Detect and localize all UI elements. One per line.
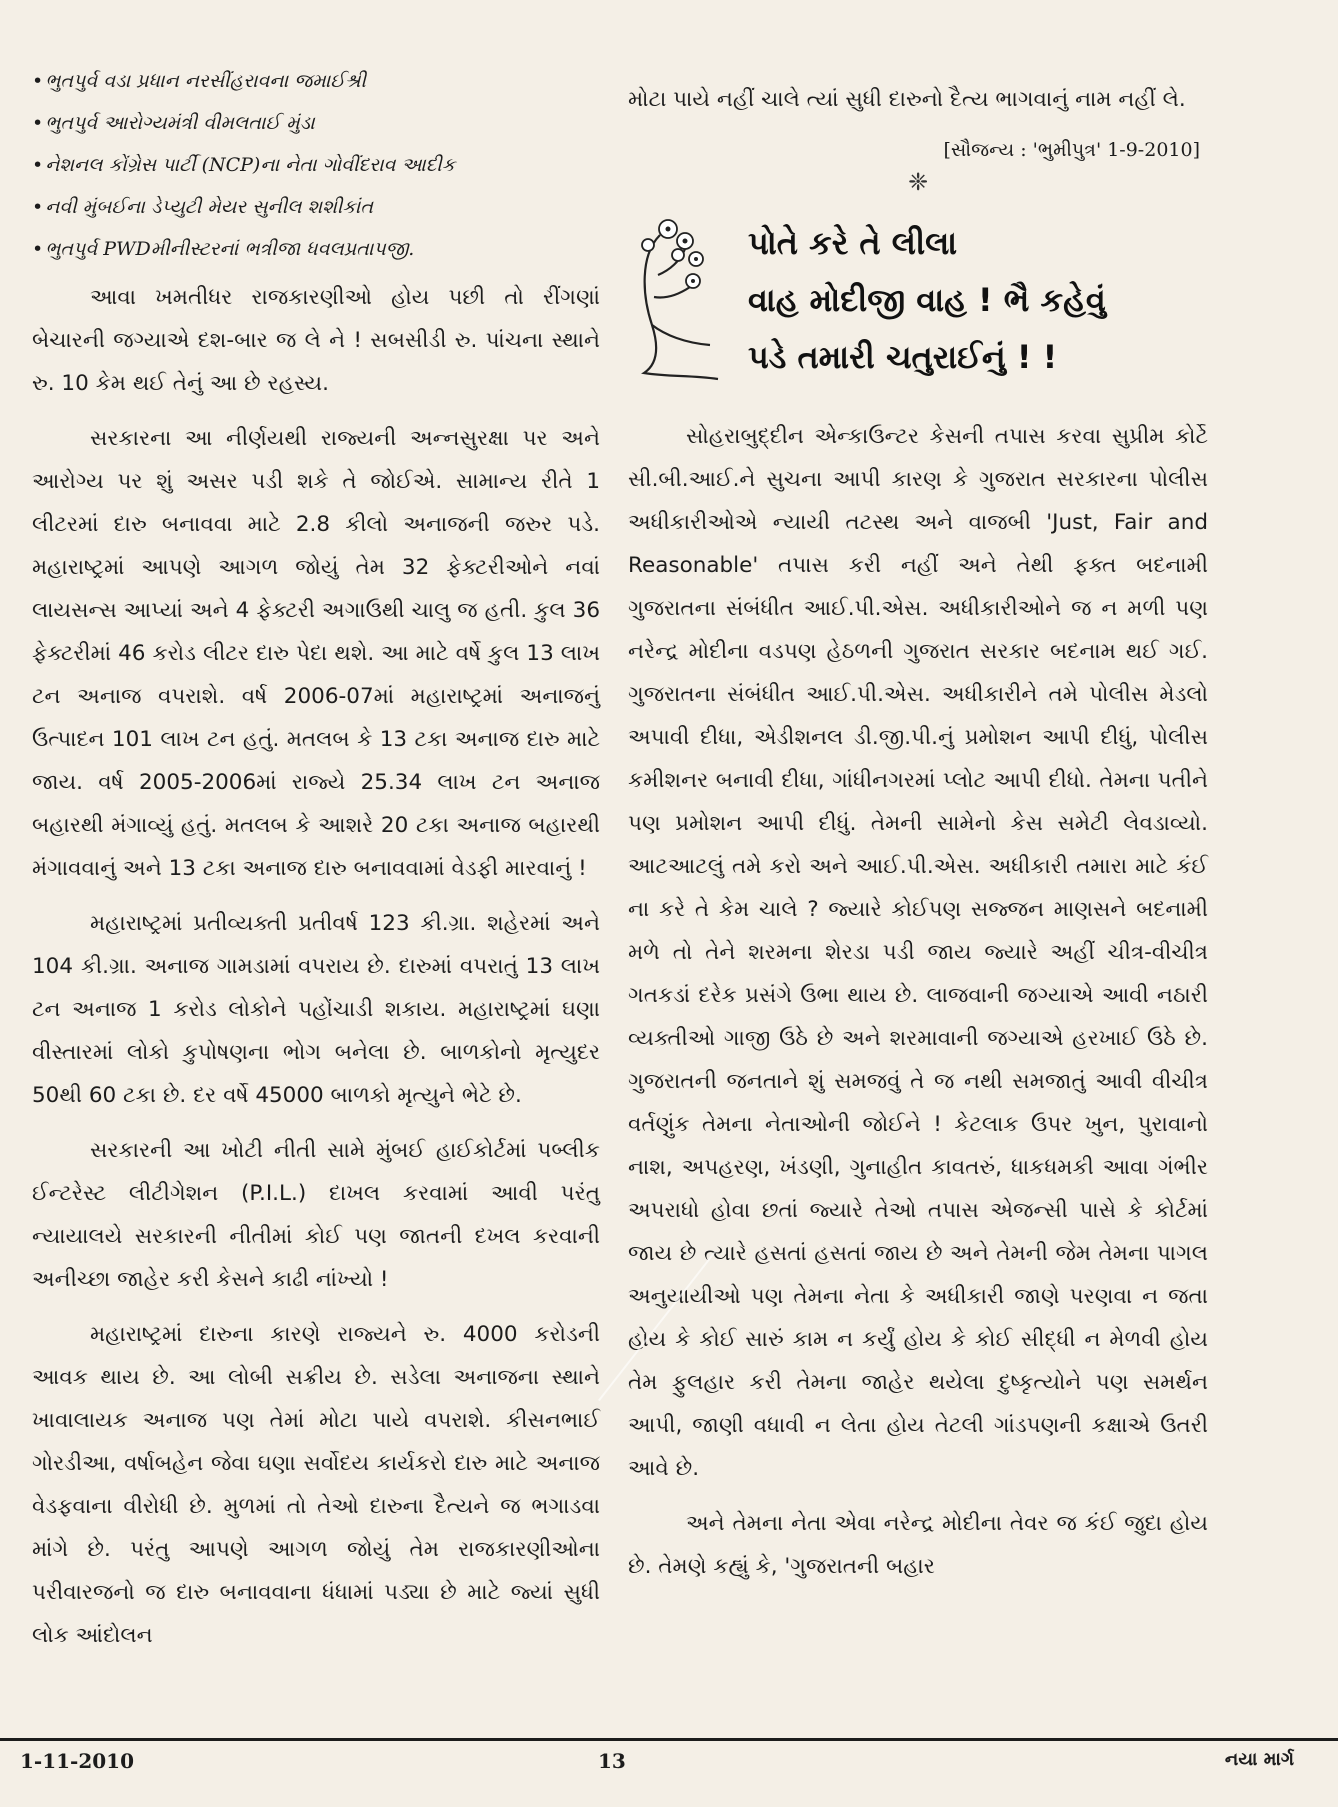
bullet-item: • નવી મુંબઈના ડેપ્યુટી મેયર સુનીલ શશીકાંત — [32, 186, 600, 228]
headline-line: પડે તમારી ચતુરાઈનું ! ! — [748, 338, 1058, 376]
body-paragraph: મહારાષ્ટ્રમાં દારુના કારણે રાજ્યને રુ. 4000 કરોડની આવક થાય છે. આ લોબી સક્રીય છે. સડેલા અનાજના સ્થાને ખાવાલાયક અનાજ પણ તેમાં મોટા પાયે વપરાશે. કીસનભાઈ ગોરડીઆ, વર્ષાબહેન જેવા ઘણા સર્વોદય કાર્યકરો દારુ માટે અનાજ વેડફવાના વીરોધી છે. મુળમાં તો તેઓ દારુના દૈત્યને જ ભગાડવા માંગે છે. પરંતુ આપણે આગળ જોયું તેમ રાજકારણીઓના પરીવારજનો જ દારુ બનાવવાના ધંધામાં પડ્યા છે માટે જ્યાં સુધી લોક આંદોલન — [32, 1322, 600, 1648]
footer-rule — [0, 1738, 1338, 1741]
article-header — [628, 215, 1208, 405]
separator-icon: ❈ — [907, 168, 929, 196]
bullet-item: • નેશનલ કોંગ્રેસ પાર્ટી (NCP)ના નેતા ગોવીંદરાવ આદીક — [32, 144, 600, 186]
article-headline — [748, 215, 1218, 386]
issue-date: 1-11-2010 — [20, 1749, 135, 1773]
right-column — [628, 78, 1208, 1600]
headline-line: વાહ મોદીજી વાહ ! ભૈ કહેવું — [748, 281, 1106, 319]
continuation-paragraph: મોટા પાયે નહીં ચાલે ત્યાં સુધી દારુનો દૈત્ય ભાગવાનું નામ નહીં લે. — [628, 87, 1186, 112]
left-column — [32, 60, 600, 1669]
publication-name: નયા માર્ગ — [1224, 1749, 1294, 1770]
body-paragraph: સોહરાબુદ્દીન એન્કાઉન્ટર કેસની તપાસ કરવા સુપ્રીમ કોર્ટે સી.બી.આઈ.ને સુચના આપી કારણ કે ગુજરાત સરકારના પોલીસ અધીકારીઓએ ન્યાયી તટસ્થ અને વાજબી 'Just, Fair and Reasonable' તપાસ કરી નહીં અને તેથી ફક્ત બદનામી ગુજરાતના સંબંધીત આઈ.પી.એસ. અધીકારીઓને જ ન મળી પણ નરેન્દ્ર મોદીના વડપણ હેઠળની ગુજરાત સરકાર બદનામ થઈ ગઈ. ગુજરાતના સંબંધીત આઈ.પી.એસ. અધીકારીને તમે પોલીસ મેડલો અપાવી દીધા, એડીશનલ ડી.જી.પી.નું પ્રમોશન આપી દીધું, પોલીસ કમીશનર બનાવી દીધા, ગાંધીનગરમાં પ્લોટ આપી દીધો. તેમના પતીને પણ પ્રમોશન આપી દીધું. તેમની સામેનો કેસ સમેટી લેવડાવ્યો. આટઆટલું તમે કરો અને આઈ.પી.એસ. અધીકારી તમારા માટે કંઈ ના કરે તે કેમ ચાલે ? જ્યારે કોઈપણ સજ્જન માણસને બદનામી મળે તો તેને શરમના શેરડા પડી જાય જ્યારે અહીં ચીત્ર-વીચીત્ર ગતકડાં દરેક પ્રસંગે ઉભા થાય છે. લાજવાની જગ્યાએ આવી નઠારી વ્યક્તીઓ ગાજી ઉઠે છે અને શરમાવાની જગ્યાએ હરખાઈ ઉઠે છે. ગુજરાતની જનતાને શું સમજવું તે જ નથી સમજાતું આવી વીચીત્ર વર્તણુંક તેમના નેતાઓની જોઈને ! કેટલાક ઉપર ખુન, પુરાવાનો નાશ, અપહરણ, ખંડણી, ગુનાહીત કાવતરું, ધાકધમકી આવા ગંભીર અપરાધો હોવા છતાં જ્યારે તેઓ તપાસ એજન્સી પાસે કે કોર્ટમાં જાય છે ત્યારે હસતાં હસતાં જાય છે અને તેમની જેમ તેમના પાગલ અનુયાયીઓ પણ તેમના નેતા કે અધીકારી જાણે પરણવા ન જતા હોય કે કોઈ સારું કામ ન કર્યું હોય કે કોઈ સીદ્ધી ન મેળવી હોય તેમ ફુલહાર કરી તેમના જાહેર થયેલા દુષ્કૃત્યોને પણ સમર્થન આપી, જાણી વધાવી ન લેતા હોય તેટલી ગાંડપણની કક્ષાએ ઉતરી આવે છે. — [628, 424, 1208, 1481]
body-paragraph: સરકારના આ નીર્ણયથી રાજ્યની અન્નસુરક્ષા પર અને આરોગ્ય પર શું અસર પડી શકે તે જોઈએ. સામાન્ય રીતે 1 લીટરમાં દારુ બનાવવા માટે 2.8 કીલો અનાજની જરુર પડે. મહારાષ્ટ્રમાં આપણે આગળ જોયું તેમ 32 ફેક્ટરીઓને નવાં લાયસન્સ આપ્યાં અને 4 ફેક્ટરી અગાઉથી ચાલુ જ હતી. કુલ 36 ફેક્ટરીમાં 46 કરોડ લીટર દારુ પેદા થશે. આ માટે વર્ષે કુલ 13 લાખ ટન અનાજ વપરાશે. વર્ષ 2006-07માં મહારાષ્ટ્રમાં અનાજનું ઉત્પાદન 101 લાખ ટન હતું. મતલબ કે 13 ટકા અનાજ દારુ માટે જાય. વર્ષ 2005-2006માં રાજ્યે 25.34 લાખ ટન અનાજ બહારથી મંગાવ્યું હતું. મતલબ કે આશરે 20 ટકા અનાજ બહારથી મંગાવવાનું અને 13 ટકા અનાજ દારુ બનાવવામાં વેડફી મારવાનું ! — [32, 426, 600, 881]
floral-ornament-icon — [630, 215, 724, 385]
body-paragraph: અને તેમના નેતા એવા નરેન્દ્ર મોદીના તેવર જ કંઈ જુદા હોય છે. તેમણે કહ્યું કે, 'ગુજરાતની બહાર — [628, 1511, 1208, 1579]
source-credit: [સૌજન્ય : 'ભુમીપુત્ર' 1-9-2010] — [943, 139, 1200, 161]
body-paragraph: સરકારની આ ખોટી નીતી સામે મુંબઈ હાઈકોર્ટમાં પબ્લીક ઈન્ટરેસ્ટ લીટીગેશન (P.I.L.) દાખલ કરવામાં આવી પરંતુ ન્યાયાલયે સરકારની નીતીમાં કોઈ પણ જાતની દખલ કરવાની અનીચ્છા જાહેર કરી કેસને કાઢી નાંખ્યો ! — [32, 1138, 600, 1292]
bullet-item: • ભુતપુર્વ PWDમીનીસ્ટરનાં ભત્રીજા ધવલપ્રતાપજી. — [32, 228, 600, 270]
bullet-item: • ભુતપુર્વ વડા પ્રધાન નરસીંહરાવના જમાઈશ્રી — [32, 60, 600, 102]
headline-line: પોતે કરે તે લીલા — [748, 224, 958, 262]
body-paragraph: આવા ખમતીધર રાજકારણીઓ હોય પછી તો રીંગણાં બેચારની જગ્યાએ દશ-બાર જ લે ને ! સબસીડી રુ. પાંચના સ્થાને રુ. 10 કેમ થઈ તેનું આ છે રહસ્ય. — [32, 285, 600, 396]
body-paragraph: મહારાષ્ટ્રમાં પ્રતીવ્યક્તી પ્રતીવર્ષ 123 કી.ગ્રા. શહેરમાં અને 104 કી.ગ્રા. અનાજ ગામડામાં વપરાય છે. દારુમાં વપરાતું 13 લાખ ટન અનાજ 1 કરોડ લોકોને પહોંચાડી શકાય. મહારાષ્ટ્રમાં ઘણા વીસ્તારમાં લોકો કુપોષણના ભોગ બનેલા છે. બાળકોનો મૃત્યુદર 50થી 60 ટકા છે. દર વર્ષે 45000 બાળકો મૃત્યુને ભેટે છે. — [32, 911, 600, 1108]
bullet-item: • ભુતપુર્વ આરોગ્યમંત્રી વીમલતાઈ મુંડા — [32, 102, 600, 144]
page-number: 13 — [598, 1749, 626, 1773]
bullet-list — [32, 60, 600, 270]
